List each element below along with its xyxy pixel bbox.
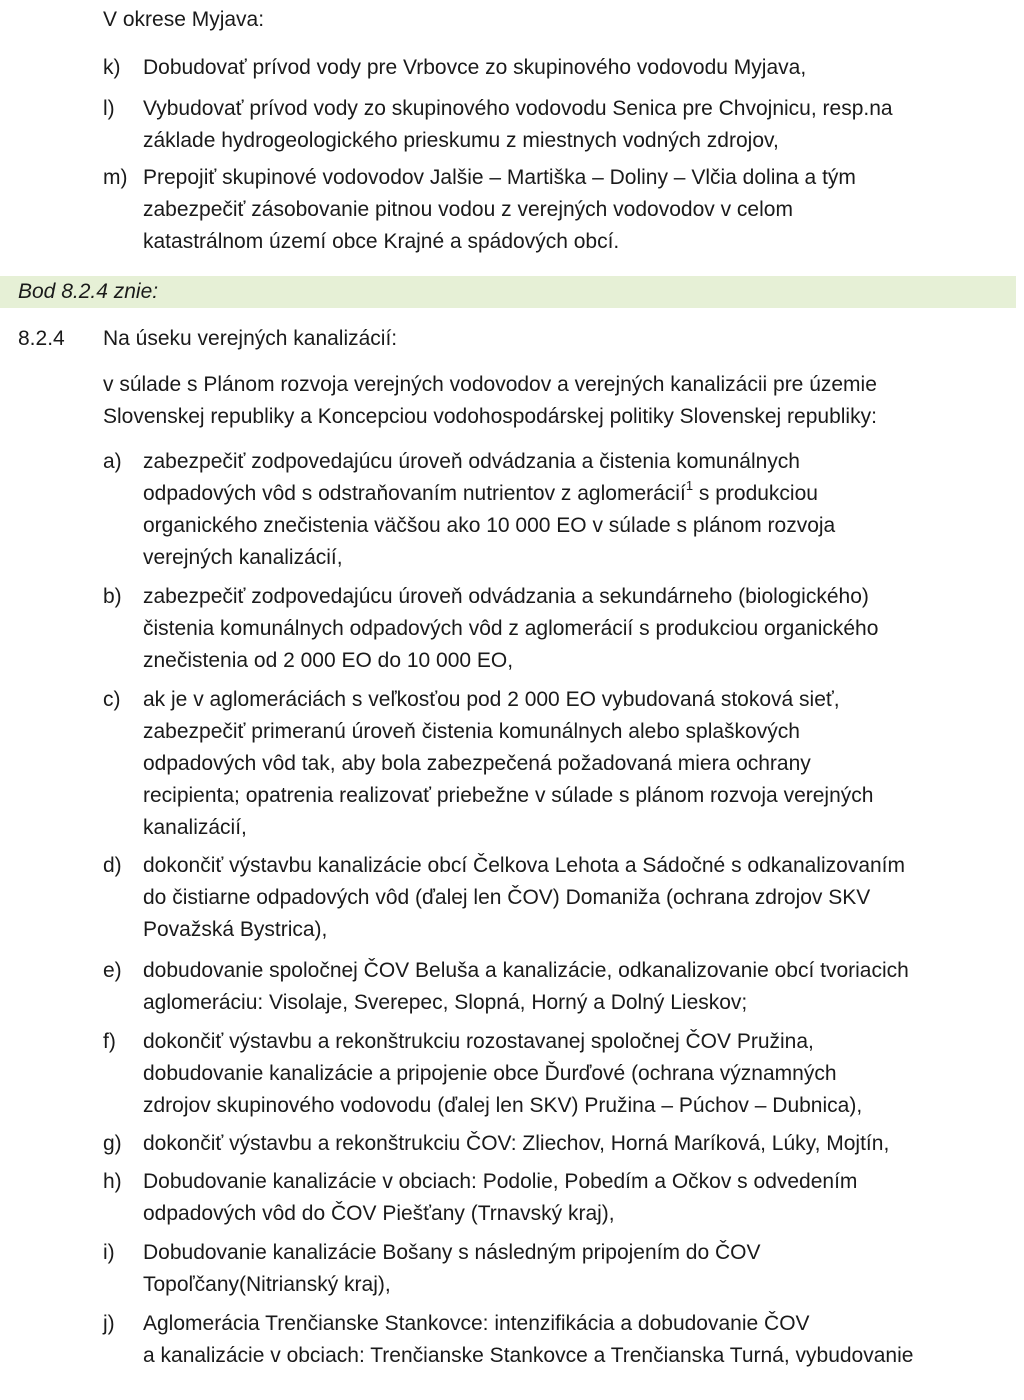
item-line: kanalizácií,: [143, 816, 247, 839]
list-marker: b): [103, 585, 122, 608]
item-line: organického znečistenia väčšou ako 10 000 EO v súlade s plánom rozvoja: [143, 514, 836, 537]
list-marker: i): [103, 1241, 115, 1264]
item-line: Aglomerácia Trenčianske Stankovce: intenzifikácia a dobudovanie ČOV: [143, 1312, 810, 1335]
item-line: katastrálnom území obce Krajné a spádových obcí.: [143, 230, 620, 253]
item-line-text: odpadových vôd s odstraňovaním nutrientov z aglomerácií: [143, 482, 686, 505]
item-line: odpadových vôd tak, aby bola zabezpečená požadovaná miera ochrany: [143, 752, 811, 775]
list-marker: f): [103, 1030, 116, 1053]
item-line: znečistenia od 2 000 EO do 10 000 EO,: [143, 649, 514, 672]
section-intro-line: Slovenskej republiky a Koncepciou vodohospodárskej politiky Slovenskej republiky:: [103, 405, 877, 428]
item-line: Považská Bystrica),: [143, 918, 328, 941]
item-line: zabezpečiť zodpovedajúcu úroveň odvádzania a sekundárneho (biologického): [143, 585, 869, 608]
list-marker: g): [103, 1132, 122, 1155]
section-title: Na úseku verejných kanalizácií:: [103, 327, 398, 350]
list-marker: k): [103, 56, 121, 79]
section-number: 8.2.4: [18, 327, 65, 350]
item-line: [143, 478, 1013, 510]
item-line: Prepojiť skupinové vodovodov Jalšie – Martiška – Doliny – Vlčia dolina a tým: [143, 166, 856, 189]
section-intro-line: v súlade s Plánom rozvoja verejných vodovodov a verejných kanalizácii pre územie: [103, 373, 877, 396]
item-line: dokončiť výstavbu a rekonštrukciu ČOV: Zliechov, Horná Maríková, Lúky, Mojtín,: [143, 1132, 890, 1155]
list-marker: j): [103, 1312, 115, 1335]
item-line: Topoľčany(Nitrianský kraj),: [143, 1273, 391, 1296]
list-marker: l): [103, 97, 115, 120]
item-line-text: s produkciou: [693, 482, 818, 505]
item-line: Vybudovať prívod vody zo skupinového vodovodu Senica pre Chvojnicu, resp.na: [143, 97, 893, 120]
item-line: Dobudovanie kanalizácie Bošany s následným pripojením do ČOV: [143, 1241, 761, 1264]
item-line: zabezpečiť primeranú úroveň čistenia komunálnych alebo splaškových: [143, 720, 800, 743]
item-line: zdrojov skupinového vodovodu (ďalej len SKV) Pružina – Púchov – Dubnica),: [143, 1094, 863, 1117]
item-line: dokončiť výstavbu a rekonštrukciu rozostavanej spoločnej ČOV Pružina,: [143, 1030, 814, 1053]
item-line: zabezpečiť zásobovanie pitnou vodou z verejných vodovodov v celom: [143, 198, 793, 221]
amendment-band: [0, 276, 1016, 308]
list-marker: d): [103, 854, 122, 877]
item-line: zabezpečiť zodpovedajúcu úroveň odvádzania a čistenia komunálnych: [143, 450, 800, 473]
list-marker: m): [103, 166, 128, 189]
footnote-marker: 1: [685, 478, 694, 493]
item-line: dokončiť výstavbu kanalizácie obcí Čelkova Lehota a Sádočné s odkanalizovaním: [143, 854, 905, 877]
item-line: základe hydrogeologického prieskumu z miestnych vodných zdrojov,: [143, 129, 779, 152]
item-line: Dobudovanie kanalizácie v obciach: Podolie, Pobedím a Očkov s odvedením: [143, 1170, 858, 1193]
item-line: a kanalizácie v obciach: Trenčianske Stankovce a Trenčianska Turná, vybudovanie: [143, 1344, 914, 1367]
list-marker: h): [103, 1170, 122, 1193]
item-line: dobudovanie spoločnej ČOV Beluša a kanalizácie, odkanalizovanie obcí tvoriacich: [143, 959, 909, 982]
item-line: verejných kanalizácií,: [143, 546, 343, 569]
item-line: ak je v aglomeráciách s veľkosťou pod 2 000 EO vybudovaná stoková sieť,: [143, 688, 840, 711]
list-marker: a): [103, 450, 122, 473]
item-line: Dobudovať prívod vody pre Vrbovce zo skupinového vodovodu Myjava,: [143, 56, 807, 79]
item-line: odpadových vôd do ČOV Piešťany (Trnavský kraj),: [143, 1202, 615, 1225]
item-line: do čistiarne odpadových vôd (ďalej len ČOV) Domaniža (ochrana zdrojov SKV: [143, 886, 871, 909]
district-heading: V okrese Myjava:: [103, 8, 265, 31]
item-line: recipienta; opatrenia realizovať priebežne v súlade s plánom rozvoja verejných: [143, 784, 874, 807]
item-line: aglomeráciu: Visolaje, Sverepec, Slopná, Horný a Dolný Lieskov;: [143, 991, 748, 1014]
item-line: dobudovanie kanalizácie a pripojenie obce Ďurďové (ochrana významných: [143, 1062, 837, 1085]
item-line: čistenia komunálnych odpadových vôd z aglomerácií s produkciou organického: [143, 617, 879, 640]
amendment-label: Bod 8.2.4 znie:: [18, 280, 159, 303]
list-marker: c): [103, 688, 121, 711]
list-marker: e): [103, 959, 122, 982]
